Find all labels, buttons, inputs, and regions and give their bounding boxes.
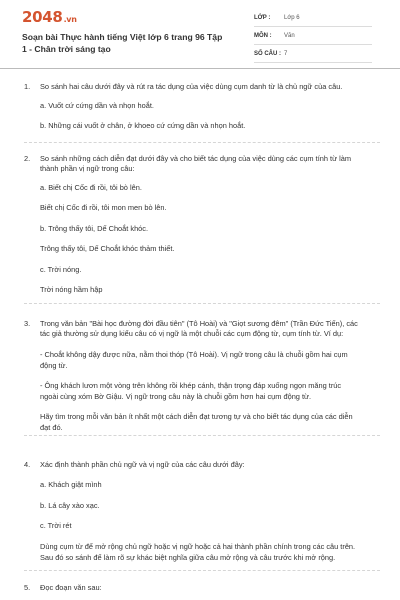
question-text: a. Vuốt cứ cứng dần và nhọn hoắt. bbox=[40, 101, 154, 110]
question-text: Trời nóng hầm hập bbox=[40, 285, 103, 294]
meta-table bbox=[254, 12, 372, 66]
question-text: tác giả thường sử dụng kiểu câu có vị ngữ là một chuỗi các cụm động từ, cụm tính từ. Ví dụ: bbox=[40, 329, 344, 338]
question-text: Đọc đoạn văn sau: bbox=[40, 583, 102, 592]
meta-row-question-count bbox=[254, 48, 372, 63]
logo-text: 2048 bbox=[22, 8, 63, 26]
question-divider bbox=[24, 303, 380, 304]
question-text: Trong văn bản "Bài học đường đời đầu tiên" (Tô Hoài) và "Giọt sương đêm" (Trần Đức Tiến), các bbox=[40, 319, 358, 328]
meta-key: LỚP : bbox=[254, 15, 271, 21]
question-number: 4. bbox=[24, 460, 31, 469]
meta-row-grade bbox=[254, 12, 372, 27]
question-text: b. Trông thấy tôi, Dế Choắt khóc. bbox=[40, 224, 149, 233]
question-text: Sau đó so sánh để làm rõ sự khác biệt nghĩa giữa câu mở rộng và câu trước khi mở rộng. bbox=[40, 553, 336, 562]
meta-key: SỐ CÂU : bbox=[254, 51, 281, 57]
question-number: 3. bbox=[24, 319, 31, 328]
question-divider bbox=[24, 570, 380, 571]
meta-value: 7 bbox=[284, 51, 288, 57]
question-divider bbox=[24, 435, 380, 436]
question-divider bbox=[24, 142, 380, 143]
question-text: Hãy tìm trong mỗi văn bản ít nhất một cách diễn đạt tương tự và cho biết tác dụng của các diễn bbox=[40, 412, 353, 421]
meta-value: Lớp 6 bbox=[284, 15, 300, 21]
meta-row-subject bbox=[254, 30, 372, 45]
question-number: 1. bbox=[24, 82, 31, 91]
question-text: b. Lá cây xào xạc. bbox=[40, 501, 100, 510]
question-text: c. Trời rét bbox=[40, 521, 72, 530]
page-title: Soạn bài Thực hành tiếng Việt lớp 6 trang 96 Tập 1 - Chân trời sáng tạo bbox=[22, 32, 223, 54]
question-text: động từ. bbox=[40, 361, 68, 370]
question-number: 5. bbox=[24, 583, 31, 592]
question-text: Biết chị Cốc đi rồi, tôi mon men bò lên. bbox=[40, 203, 167, 212]
header-divider bbox=[0, 68, 400, 69]
meta-value: Văn bbox=[284, 33, 295, 39]
question-text: Xác định thành phần chủ ngữ và vị ngữ của các câu dưới đây: bbox=[40, 460, 245, 469]
question-number: 2. bbox=[24, 154, 31, 163]
question-text: ngoài cùng xóm Bờ Giậu. Vị ngữ trong câu này là chuỗi gồm hơn hai cụm động từ. bbox=[40, 392, 312, 401]
question-text: thành phần vị ngữ trong câu: bbox=[40, 164, 135, 173]
logo-suffix: .vn bbox=[63, 15, 77, 24]
page-header bbox=[0, 0, 400, 68]
question-text: b. Những cái vuốt ở chân, ở khoeo cứ cứng dần và nhọn hoắt. bbox=[40, 121, 246, 130]
question-text: c. Trời nóng. bbox=[40, 265, 82, 274]
site-logo[interactable] bbox=[22, 8, 77, 26]
question-text: Trông thấy tôi, Dế Choắt khóc thảm thiết. bbox=[40, 244, 175, 253]
meta-key: MÔN : bbox=[254, 33, 272, 39]
question-text: đạt đó. bbox=[40, 423, 63, 432]
question-text: So sánh hai câu dưới đây và rút ra tác dụng của việc dùng cụm danh từ là chủ ngữ của câu. bbox=[40, 82, 343, 91]
question-text: a. Biết chị Cốc đi rồi, tôi bò lên. bbox=[40, 183, 142, 192]
question-text: Dùng cụm từ để mở rộng chủ ngữ hoặc vị ngữ hoặc cả hai thành phần chính trong các câu trên. bbox=[40, 542, 356, 551]
question-text: - Ông khách lươn một vòng trên không rồi khép cánh, thận trọng đáp xuống ngọn măng trúc bbox=[40, 381, 342, 390]
question-text: So sánh những cách diễn đạt dưới đây và cho biết tác dụng của việc dùng các cụm tính từ làm bbox=[40, 154, 351, 163]
question-text: a. Khách giật mình bbox=[40, 480, 102, 489]
question-text: - Choắt không dậy được nữa, nằm thoi thóp (Tô Hoài). Vị ngữ trong câu là chuỗi gồm hai cụm bbox=[40, 350, 348, 359]
